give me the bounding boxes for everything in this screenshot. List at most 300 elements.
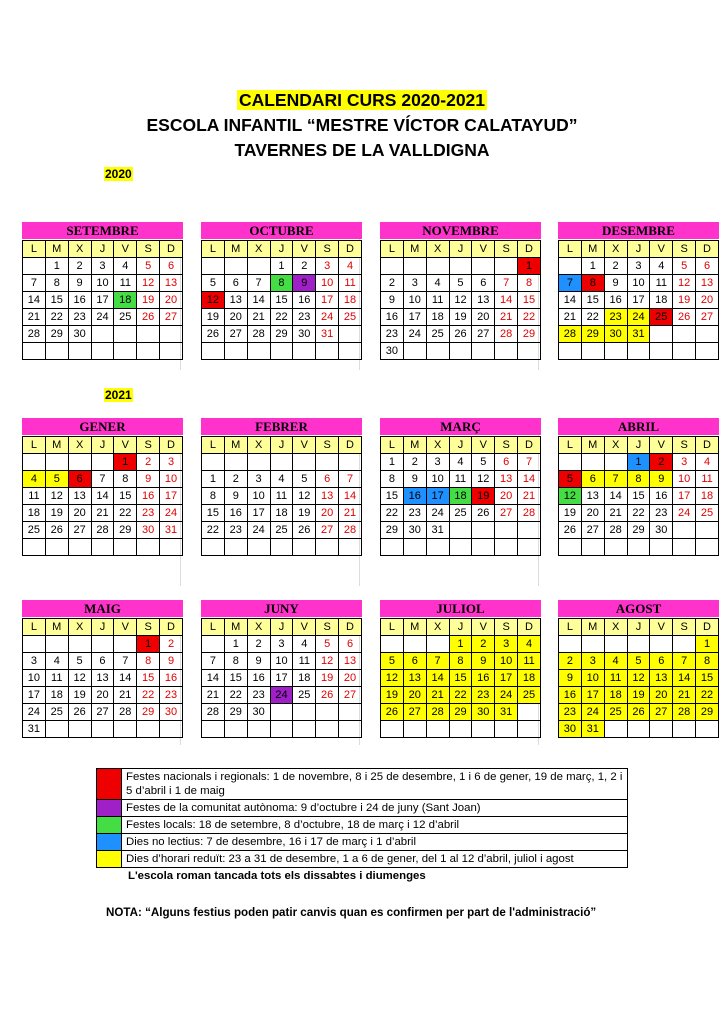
month-grid (380, 436, 541, 556)
day-cell: 2 (604, 258, 627, 275)
day-cell: 5 (68, 653, 91, 670)
day-cell: 30 (604, 326, 627, 343)
empty-cell (68, 343, 91, 360)
day-cell: 23 (403, 505, 426, 522)
weekday-label: L (23, 241, 46, 258)
day-cell: 9 (160, 653, 183, 670)
week-row (559, 309, 719, 326)
day-cell: 28 (339, 522, 362, 539)
weekday-label: J (91, 241, 114, 258)
week-row (381, 522, 541, 539)
day-cell: 23 (293, 309, 316, 326)
day-cell: 29 (114, 522, 137, 539)
day-cell: 27 (581, 522, 604, 539)
day-cell: 7 (495, 275, 518, 292)
empty-cell (202, 454, 225, 471)
day-cell: 13 (403, 670, 426, 687)
day-cell: 8 (45, 275, 68, 292)
day-cell: 22 (449, 687, 472, 704)
day-cell: 25 (604, 704, 627, 721)
empty-cell (293, 704, 316, 721)
week-row (381, 653, 541, 670)
day-cell: 13 (495, 471, 518, 488)
weekday-label: V (293, 437, 316, 454)
empty-cell (270, 721, 293, 738)
day-cell: 26 (293, 522, 316, 539)
day-cell: 21 (247, 309, 270, 326)
day-cell: 31 (316, 326, 339, 343)
day-cell: 30 (650, 522, 673, 539)
empty-cell (403, 258, 426, 275)
day-cell: 30 (472, 704, 495, 721)
day-cell: 28 (114, 704, 137, 721)
day-cell: 18 (604, 687, 627, 704)
day-cell: 24 (316, 309, 339, 326)
week-row (202, 704, 362, 721)
day-cell: 25 (339, 309, 362, 326)
week-row (202, 539, 362, 556)
weekday-label: L (202, 241, 225, 258)
week-row (23, 488, 183, 505)
day-cell: 28 (426, 704, 449, 721)
weekday-label: D (160, 437, 183, 454)
weekday-label: S (495, 437, 518, 454)
day-cell: 2 (403, 454, 426, 471)
empty-cell (518, 704, 541, 721)
day-cell: 24 (673, 505, 696, 522)
legend-row (97, 769, 628, 800)
day-cell: 15 (45, 292, 68, 309)
day-cell: 26 (68, 704, 91, 721)
week-row (381, 292, 541, 309)
day-cell: 20 (339, 670, 362, 687)
legend-swatch (97, 817, 122, 834)
empty-cell (247, 343, 270, 360)
day-cell: 25 (426, 326, 449, 343)
weekday-label: M (403, 619, 426, 636)
empty-cell (426, 258, 449, 275)
weekday-header-row (23, 437, 183, 454)
day-cell: 25 (449, 505, 472, 522)
day-cell: 7 (247, 275, 270, 292)
month-agost (558, 600, 719, 738)
empty-cell (426, 539, 449, 556)
day-cell: 9 (403, 471, 426, 488)
weekday-label: D (339, 619, 362, 636)
weekday-label: V (650, 437, 673, 454)
week-row (23, 687, 183, 704)
month-grid (558, 240, 719, 360)
week-row (202, 522, 362, 539)
week-row (202, 309, 362, 326)
day-cell: 2 (381, 275, 404, 292)
day-cell: 8 (381, 471, 404, 488)
empty-cell (339, 326, 362, 343)
day-cell: 30 (68, 326, 91, 343)
day-cell: 31 (627, 326, 650, 343)
empty-cell (650, 343, 673, 360)
day-cell: 24 (403, 326, 426, 343)
day-cell: 21 (114, 687, 137, 704)
day-cell: 8 (581, 275, 604, 292)
day-cell: 17 (247, 505, 270, 522)
month-desembre (558, 222, 719, 360)
weekday-label: V (650, 241, 673, 258)
empty-cell (604, 539, 627, 556)
empty-cell (224, 343, 247, 360)
empty-cell (650, 326, 673, 343)
week-row (381, 636, 541, 653)
day-cell: 10 (316, 275, 339, 292)
week-row (559, 292, 719, 309)
day-cell: 9 (293, 275, 316, 292)
day-cell: 8 (202, 488, 225, 505)
day-cell: 11 (293, 653, 316, 670)
day-cell: 25 (518, 687, 541, 704)
day-cell: 30 (559, 721, 582, 738)
day-cell: 6 (91, 653, 114, 670)
day-cell: 21 (673, 687, 696, 704)
day-cell: 2 (559, 653, 582, 670)
day-cell: 8 (270, 275, 293, 292)
day-cell: 5 (673, 258, 696, 275)
week-row (23, 704, 183, 721)
week-row (381, 326, 541, 343)
day-cell: 11 (449, 471, 472, 488)
weekday-header-row (23, 241, 183, 258)
day-cell: 3 (627, 258, 650, 275)
day-cell: 11 (518, 653, 541, 670)
day-cell: 28 (604, 522, 627, 539)
weekday-label: L (23, 619, 46, 636)
day-cell: 12 (316, 653, 339, 670)
weekday-header-row (23, 619, 183, 636)
day-cell: 1 (518, 258, 541, 275)
day-cell: 26 (381, 704, 404, 721)
day-cell: 19 (202, 309, 225, 326)
weekday-header-row (559, 241, 719, 258)
week-row (23, 471, 183, 488)
day-cell: 3 (673, 454, 696, 471)
weekday-label: S (673, 619, 696, 636)
day-cell: 18 (696, 488, 719, 505)
day-cell: 17 (673, 488, 696, 505)
day-cell: 6 (68, 471, 91, 488)
weekday-header-row (381, 619, 541, 636)
day-cell: 31 (495, 704, 518, 721)
day-cell: 22 (270, 309, 293, 326)
day-cell: 1 (449, 636, 472, 653)
weekday-label: L (559, 619, 582, 636)
day-cell: 11 (45, 670, 68, 687)
day-cell: 27 (495, 505, 518, 522)
empty-cell (650, 636, 673, 653)
weekday-label: X (604, 437, 627, 454)
day-cell: 21 (23, 309, 46, 326)
weekday-label: S (137, 437, 160, 454)
day-cell: 6 (650, 653, 673, 670)
empty-cell (604, 343, 627, 360)
empty-cell (68, 636, 91, 653)
day-cell: 1 (581, 258, 604, 275)
weekday-label: M (403, 437, 426, 454)
weekday-label: J (91, 619, 114, 636)
day-cell: 24 (627, 309, 650, 326)
day-cell: 25 (45, 704, 68, 721)
week-row (202, 687, 362, 704)
day-cell: 15 (114, 488, 137, 505)
day-cell: 8 (449, 653, 472, 670)
empty-cell (45, 539, 68, 556)
day-cell: 23 (137, 505, 160, 522)
day-cell: 23 (224, 522, 247, 539)
empty-cell (68, 454, 91, 471)
day-cell: 1 (696, 636, 719, 653)
day-cell: 23 (381, 326, 404, 343)
day-cell: 5 (559, 471, 582, 488)
day-cell: 10 (160, 471, 183, 488)
empty-cell (270, 454, 293, 471)
day-cell: 12 (449, 292, 472, 309)
weekday-label: M (581, 241, 604, 258)
day-cell: 15 (627, 488, 650, 505)
empty-cell (91, 454, 114, 471)
weekday-label: X (426, 437, 449, 454)
weekday-label: L (381, 619, 404, 636)
weekday-label: J (91, 437, 114, 454)
week-row (381, 258, 541, 275)
day-cell: 23 (559, 704, 582, 721)
day-cell: 24 (23, 704, 46, 721)
week-row (559, 653, 719, 670)
day-cell: 30 (137, 522, 160, 539)
day-cell: 20 (472, 309, 495, 326)
week-row (202, 454, 362, 471)
day-cell: 7 (114, 653, 137, 670)
day-cell: 7 (559, 275, 582, 292)
day-cell: 20 (68, 505, 91, 522)
day-cell: 17 (495, 670, 518, 687)
day-cell: 27 (696, 309, 719, 326)
empty-cell (293, 343, 316, 360)
empty-cell (45, 343, 68, 360)
day-cell: 19 (627, 687, 650, 704)
legend-text: Dies no lectius: 7 de desembre, 16 i 17 de març i 1 d’abril (122, 834, 628, 851)
day-cell: 10 (627, 275, 650, 292)
weekday-label: V (472, 619, 495, 636)
empty-cell (114, 721, 137, 738)
month-setembre (22, 222, 183, 360)
day-cell: 7 (91, 471, 114, 488)
day-cell: 30 (381, 343, 404, 360)
legend-swatch (97, 851, 122, 868)
day-cell: 21 (426, 687, 449, 704)
empty-cell (381, 636, 404, 653)
day-cell: 29 (381, 522, 404, 539)
empty-cell (247, 539, 270, 556)
day-cell: 22 (696, 687, 719, 704)
day-cell: 5 (202, 275, 225, 292)
day-cell: 21 (495, 309, 518, 326)
month-març (380, 418, 541, 556)
day-cell: 7 (518, 454, 541, 471)
day-cell: 3 (403, 275, 426, 292)
legend-swatch (97, 769, 122, 800)
legend (96, 768, 628, 882)
day-cell: 16 (137, 488, 160, 505)
empty-cell (114, 636, 137, 653)
day-cell: 28 (247, 326, 270, 343)
weekday-label: J (627, 619, 650, 636)
day-cell: 20 (581, 505, 604, 522)
day-cell: 11 (114, 275, 137, 292)
empty-cell (673, 721, 696, 738)
month-name: SETEMBRE (22, 222, 183, 239)
month-octubre (201, 222, 362, 360)
day-cell: 3 (247, 471, 270, 488)
day-cell: 4 (696, 454, 719, 471)
day-cell: 9 (224, 488, 247, 505)
weekday-label: M (224, 437, 247, 454)
day-cell: 6 (224, 275, 247, 292)
empty-cell (559, 343, 582, 360)
empty-cell (137, 721, 160, 738)
day-cell: 15 (270, 292, 293, 309)
day-cell: 2 (650, 454, 673, 471)
weekday-label: X (68, 241, 91, 258)
day-cell: 14 (495, 292, 518, 309)
week-row (202, 275, 362, 292)
empty-cell (137, 539, 160, 556)
weekday-label: L (381, 437, 404, 454)
day-cell: 24 (495, 687, 518, 704)
weekday-label: L (202, 619, 225, 636)
day-cell: 4 (270, 471, 293, 488)
day-cell: 10 (673, 471, 696, 488)
empty-cell (449, 539, 472, 556)
legend-text: Festes locals: 18 de setembre, 8 d’octubre, 18 de març i 12 d’abril (122, 817, 628, 834)
day-cell: 28 (91, 522, 114, 539)
empty-cell (650, 721, 673, 738)
weekday-label: V (472, 241, 495, 258)
empty-cell (202, 343, 225, 360)
weekday-label: M (224, 619, 247, 636)
day-cell: 26 (627, 704, 650, 721)
day-cell: 14 (23, 292, 46, 309)
weekday-header-row (202, 619, 362, 636)
day-cell: 18 (45, 687, 68, 704)
day-cell: 2 (160, 636, 183, 653)
weekday-label: S (495, 241, 518, 258)
week-row (202, 326, 362, 343)
day-cell: 13 (224, 292, 247, 309)
empty-cell (224, 258, 247, 275)
day-cell: 3 (160, 454, 183, 471)
month-juliol (380, 600, 541, 738)
day-cell: 22 (627, 505, 650, 522)
day-cell: 25 (696, 505, 719, 522)
day-cell: 24 (581, 704, 604, 721)
day-cell: 2 (472, 636, 495, 653)
day-cell: 21 (339, 505, 362, 522)
empty-cell (604, 636, 627, 653)
week-row (559, 522, 719, 539)
day-cell: 20 (650, 687, 673, 704)
empty-cell (270, 539, 293, 556)
weekday-label: S (316, 437, 339, 454)
day-cell: 27 (91, 704, 114, 721)
year-label-2020: 2020 (105, 167, 132, 181)
weekday-label: J (627, 437, 650, 454)
day-cell: 9 (650, 471, 673, 488)
day-cell: 16 (293, 292, 316, 309)
week-row (381, 721, 541, 738)
day-cell: 12 (559, 488, 582, 505)
weekday-label: V (650, 619, 673, 636)
weekday-label: D (696, 437, 719, 454)
week-row (559, 505, 719, 522)
weekday-label: S (316, 241, 339, 258)
week-row (381, 275, 541, 292)
day-cell: 20 (495, 488, 518, 505)
empty-cell (224, 721, 247, 738)
year-label-2021: 2021 (105, 388, 132, 402)
day-cell: 16 (68, 292, 91, 309)
day-cell: 29 (45, 326, 68, 343)
weekday-label: J (270, 241, 293, 258)
day-cell: 22 (45, 309, 68, 326)
weekday-header-row (381, 437, 541, 454)
day-cell: 5 (449, 275, 472, 292)
day-cell: 13 (581, 488, 604, 505)
empty-cell (696, 539, 719, 556)
day-cell: 31 (23, 721, 46, 738)
week-row (202, 292, 362, 309)
week-row (23, 636, 183, 653)
week-row (381, 505, 541, 522)
week-row (23, 454, 183, 471)
weekday-label: X (604, 241, 627, 258)
day-cell: 30 (293, 326, 316, 343)
day-cell: 21 (559, 309, 582, 326)
day-cell: 27 (339, 687, 362, 704)
legend-swatch (97, 834, 122, 851)
weekday-label: J (449, 437, 472, 454)
month-name: AGOST (558, 600, 719, 617)
day-cell: 15 (449, 670, 472, 687)
empty-cell (270, 343, 293, 360)
day-cell: 19 (559, 505, 582, 522)
day-cell: 5 (316, 636, 339, 653)
legend-swatch (97, 800, 122, 817)
weekday-label: D (518, 437, 541, 454)
empty-cell (247, 454, 270, 471)
day-cell: 21 (202, 687, 225, 704)
day-cell: 14 (339, 488, 362, 505)
day-cell: 25 (270, 522, 293, 539)
empty-cell (160, 326, 183, 343)
weekday-label: M (45, 619, 68, 636)
weekday-header-row (559, 437, 719, 454)
weekday-label: L (559, 437, 582, 454)
month-grid (201, 436, 362, 556)
empty-cell (472, 522, 495, 539)
empty-cell (247, 721, 270, 738)
day-cell: 19 (449, 309, 472, 326)
day-cell: 17 (160, 488, 183, 505)
empty-cell (604, 454, 627, 471)
day-cell: 14 (673, 670, 696, 687)
